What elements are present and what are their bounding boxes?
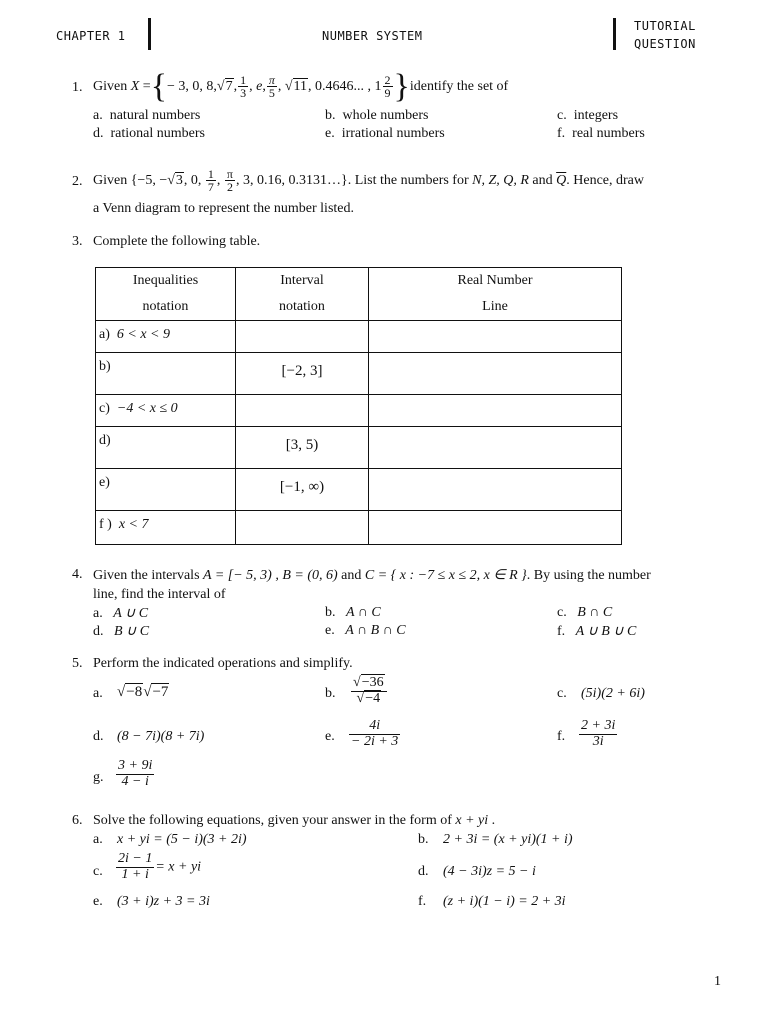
q2-qbar: $\overline{Q}$ <box>556 173 567 188</box>
option-text: B ∪ C <box>114 624 150 639</box>
header-text: Interval <box>280 273 324 288</box>
q2-line2: a Venn diagram to represent the number listed. <box>93 201 354 216</box>
row-interval <box>236 511 368 517</box>
option-letter: e. <box>325 126 335 141</box>
fraction-num: 3 + 9i <box>118 758 153 773</box>
table-row <box>96 427 622 469</box>
document-title: NUMBER SYSTEM <box>322 29 423 43</box>
page-number: 1 <box>714 974 721 989</box>
q6-a-expr: x + yi = (5 − i)(3 + 2i) <box>117 832 247 847</box>
interval-a: A = [− 5, 3) , <box>203 568 279 583</box>
q6-b-letter: b. <box>418 832 429 847</box>
radicand: −4 <box>365 690 381 706</box>
q5-g-letter: g. <box>93 770 104 785</box>
fraction-den: 1 + i <box>116 867 154 883</box>
q1-option-d <box>93 126 205 142</box>
table-row <box>96 353 622 395</box>
fraction-den: 7 <box>207 180 214 195</box>
row-interval-cell <box>236 427 369 469</box>
row-ineq-cell <box>96 427 236 469</box>
header-text: notation <box>279 299 325 314</box>
row-interval-cell <box>236 511 369 545</box>
row-label: f ) <box>99 517 112 532</box>
row-interval <box>236 395 368 401</box>
right-brace-glyph: } <box>393 67 410 105</box>
q6-a-letter: a. <box>93 832 103 847</box>
comma: , <box>249 79 253 94</box>
option-letter: d. <box>93 126 104 141</box>
fraction-num: 4i <box>369 718 381 733</box>
q5-d-letter: d. <box>93 729 104 744</box>
header-text: Inequalities <box>132 273 199 288</box>
fraction-num: 2 <box>384 72 391 87</box>
fraction-den: 3 <box>240 86 247 101</box>
interval-b: B = (0, 6) <box>282 568 338 583</box>
q2-and: and <box>532 173 553 188</box>
table-row <box>96 469 622 511</box>
q4-option-b <box>325 605 381 621</box>
comma: , <box>262 79 266 94</box>
tag-line-2: QUESTION <box>634 37 696 51</box>
q2-sets: N, Z, Q, R <box>472 173 529 188</box>
q1-option-b <box>325 108 428 124</box>
option-text: A ∩ B ∩ C <box>345 623 406 638</box>
q4-option-d <box>93 623 149 640</box>
q5-text: Perform the indicated operations and simplify. <box>93 656 353 671</box>
row-interval: [−1, ∞) <box>279 479 325 495</box>
row-label: d) <box>99 433 111 448</box>
radicand: −8 <box>126 684 143 700</box>
q6-number: 6. <box>72 813 83 828</box>
q6-text: Solve the following equations, given your answer in the form of <box>93 813 452 828</box>
q4-option-f <box>557 623 636 640</box>
q3-table <box>95 267 622 545</box>
row-interval-cell <box>236 469 369 511</box>
option-text: integers <box>573 108 619 123</box>
q5-d-expr: (8 − 7i)(8 + 7i) <box>117 729 205 744</box>
fraction-den: 5 <box>267 86 277 100</box>
row-ineq-cell <box>96 395 236 427</box>
q1-option-a <box>93 108 200 124</box>
row-line-cell <box>369 321 622 353</box>
option-letter: b. <box>325 605 336 620</box>
tag-line-1: TUTORIAL <box>634 19 696 33</box>
comma: , <box>216 173 221 188</box>
option-letter: b. <box>325 108 336 123</box>
row-label: a) <box>99 327 110 342</box>
q2-part: , 0, <box>183 173 202 188</box>
row-interval-cell <box>236 395 369 427</box>
q1-set-part: − 3, 0, 8, <box>167 79 217 94</box>
q6-f-expr: (z + i)(1 − i) = 2 + 3i <box>443 894 566 909</box>
q4-statement <box>93 567 651 584</box>
q4-number: 4. <box>72 567 83 582</box>
comma: , <box>233 79 238 94</box>
q4-option-e <box>325 623 406 639</box>
comma: , <box>277 79 282 94</box>
row-interval <box>236 321 368 327</box>
row-label: c) <box>99 401 110 416</box>
fraction-den: 2 <box>225 180 235 194</box>
row-label: e) <box>99 475 110 490</box>
q6-c-expr <box>115 852 201 882</box>
option-text: natural numbers <box>109 108 201 123</box>
radicand: −7 <box>152 684 169 700</box>
q5-a-expr: √−8√−7 <box>117 684 169 700</box>
q6-e-expr: (3 + i)z + 3 = 3i <box>117 894 210 909</box>
header-real-number-line <box>369 268 622 321</box>
q5-e-letter: e. <box>325 729 335 744</box>
q6-statement: Solve the following equations, given your answer in the form of x + yi . <box>93 813 496 828</box>
option-text: whole numbers <box>342 108 429 123</box>
q1-lead: Given <box>93 79 128 94</box>
option-letter: f. <box>557 126 566 141</box>
option-text: A ∪ B ∪ C <box>575 624 637 639</box>
option-text: B ∩ C <box>577 605 613 620</box>
q6-c-rest: = x + yi <box>155 859 202 875</box>
option-letter: c. <box>557 108 567 123</box>
q1-number: 1. <box>72 80 83 95</box>
fraction-pi-5 <box>267 74 277 100</box>
fraction-2-9 <box>383 74 393 100</box>
option-text: irrational numbers <box>341 126 445 141</box>
option-letter: d. <box>93 624 104 639</box>
fraction-num: 2 + 3i <box>581 718 616 733</box>
table-row <box>96 321 622 353</box>
q4-tail: . By using the number <box>526 568 651 583</box>
row-ineq: 6 < x < 9 <box>116 327 170 342</box>
header-divider-left <box>148 18 151 50</box>
row-line-cell <box>369 427 622 469</box>
set-c: C = { x : −7 ≤ x ≤ 2, x ∈ R } <box>364 568 527 583</box>
q6-b-expr: 2 + 3i = (x + yi)(1 + i) <box>443 832 573 847</box>
q5-g-expr <box>115 759 155 789</box>
q5-f-expr <box>578 719 618 749</box>
option-text: real numbers <box>572 126 645 141</box>
q1-set-part: , 0.4646... , 1 <box>308 79 382 94</box>
row-line-cell <box>369 511 622 545</box>
row-ineq-cell <box>96 321 236 353</box>
sqrt3: √3 <box>167 173 183 188</box>
row-interval: [3, 5) <box>285 437 319 453</box>
row-interval-cell <box>236 353 369 395</box>
row-interval: [−2, 3] <box>281 363 323 379</box>
q5-c-expr: (5i)(2 + 6i) <box>581 686 645 701</box>
q4-lead: Given the intervals <box>93 568 200 583</box>
q5-e-expr <box>348 719 401 749</box>
left-brace-glyph: { <box>150 67 168 105</box>
table-header-row <box>96 268 622 321</box>
q3-number: 3. <box>72 234 83 249</box>
row-ineq-cell <box>96 353 236 395</box>
q4-and: and <box>341 568 362 583</box>
option-letter: f. <box>557 624 566 639</box>
q2-lead: Given {−5, − <box>93 173 168 188</box>
fraction-1-7 <box>206 168 216 194</box>
q6-d-letter: d. <box>418 864 429 879</box>
option-text: rational numbers <box>110 126 205 141</box>
euler-e: e <box>256 79 263 94</box>
option-letter: a. <box>93 606 103 621</box>
fraction-num: π <box>268 72 275 87</box>
row-line-cell <box>369 353 622 395</box>
row-interval-cell <box>236 321 369 353</box>
q4-line2: line, find the interval of <box>93 587 226 602</box>
chapter-label: CHAPTER 1 <box>56 29 126 43</box>
q5-c-letter: c. <box>557 686 567 701</box>
q2-number: 2. <box>72 174 83 189</box>
q6-e-letter: e. <box>93 894 103 909</box>
header-interval <box>236 268 369 321</box>
row-ineq-cell <box>96 511 236 545</box>
q1-tail: identify the set of <box>409 79 509 94</box>
row-ineq: x < 7 <box>118 517 149 532</box>
q2-mid: , 3, 0.16, 0.3131…}. List the numbers for <box>235 173 469 188</box>
sqrt7: √7 <box>216 79 233 94</box>
q1-statement: Given X ={− 3, 0, 8,√7, $\frac{1}{3}$ , e, $\frac{\pi}{5}$ , √11, 0.4646... , 1 $\frac{2}{9}$ }identify the set of <box>93 67 509 105</box>
q5-f-letter: f. <box>557 729 566 744</box>
fraction-den: 9 <box>384 86 391 101</box>
q6-d-expr: (4 − 3i)z = 5 − i <box>443 864 536 879</box>
q2-tail: . Hence, draw <box>566 173 645 188</box>
radicand: −36 <box>361 675 384 690</box>
fraction-den: 4 − i <box>116 774 154 790</box>
q5-b-expr: $\frac{√-36}{√-4}$ <box>350 676 388 706</box>
option-letter: a. <box>93 108 103 123</box>
row-line-cell <box>369 469 622 511</box>
fraction-den: − 2i + 3 <box>351 733 399 749</box>
row-line-cell <box>369 395 622 427</box>
header-text: notation <box>142 299 189 314</box>
q4-option-a <box>93 605 148 622</box>
q2-statement <box>93 162 644 200</box>
q3-text: Complete the following table. <box>93 234 261 249</box>
q1-option-f <box>557 126 645 142</box>
option-text: A ∪ C <box>113 606 149 621</box>
option-text: A ∩ C <box>346 605 381 620</box>
q5-number: 5. <box>72 656 83 671</box>
row-label: b) <box>99 359 111 374</box>
q1-set-var: X <box>130 79 140 94</box>
q6-f-letter: f. <box>418 894 427 909</box>
table-row <box>96 395 622 427</box>
header-divider-right <box>613 18 616 50</box>
sqrt11: √11 <box>284 79 308 94</box>
fraction-num: 2i − 1 <box>118 851 153 866</box>
q1-option-c <box>557 108 618 124</box>
header-text: Line <box>482 299 508 314</box>
fraction-pi-2 <box>225 168 235 194</box>
header-inequalities <box>96 268 236 321</box>
q1-option-e <box>325 126 445 142</box>
fraction-num: 1 <box>240 72 247 87</box>
fraction-num: 1 <box>207 166 214 181</box>
row-ineq: −4 < x ≤ 0 <box>116 401 178 416</box>
table-row <box>96 511 622 545</box>
row-ineq-cell <box>96 469 236 511</box>
option-letter: c. <box>557 605 567 620</box>
header-text: Real Number <box>457 273 533 288</box>
q5-b-letter: b. <box>325 686 336 701</box>
option-letter: e. <box>325 623 335 638</box>
q6-c-letter: c. <box>93 864 103 879</box>
fraction-num: π <box>226 166 233 181</box>
fraction-1-3 <box>238 74 248 100</box>
q6-form: x + yi <box>455 813 489 828</box>
q5-a-letter: a. <box>93 686 103 701</box>
fraction-den: 3i <box>579 734 617 750</box>
q4-option-c <box>557 605 612 621</box>
